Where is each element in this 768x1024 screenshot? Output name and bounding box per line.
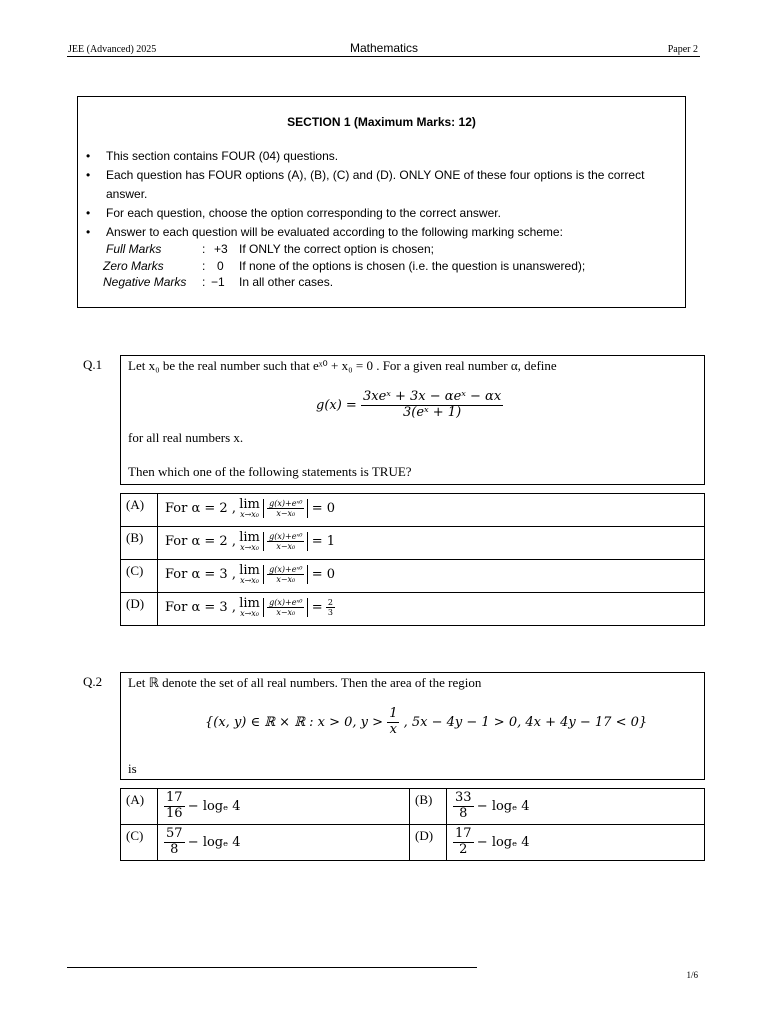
option-row: [121, 825, 705, 861]
option-rest: − logₑ 4: [187, 834, 241, 850]
option-prefix: For α = 2 ,: [165, 501, 236, 516]
option-result: = 0: [311, 567, 336, 582]
question-2-options: [120, 788, 705, 861]
header-subject: Mathematics: [349, 41, 419, 55]
region-right: , 5x − 4y − 1 > 0, 4x + 4y − 17 < 0}: [403, 714, 648, 730]
instruction-item: • For each question, choose the option corresponding to the correct answer.: [86, 204, 680, 223]
question-text: Let ℝ denote the set of all real numbers. Then the area of the region: [128, 675, 482, 690]
domain-text: for all real numbers x.: [128, 430, 244, 445]
limit: [239, 531, 260, 552]
instructions-list: [86, 147, 680, 242]
option-content[interactable]: [158, 560, 705, 593]
option-label[interactable]: (C): [121, 560, 158, 593]
limit-subscript: x→x₀: [240, 543, 260, 552]
option-fraction: [164, 827, 185, 858]
scheme-value: +3: [214, 242, 228, 256]
function-lhs: g(x) =: [316, 397, 357, 413]
limit-subscript: x→x₀: [240, 510, 260, 519]
footer-divider: [67, 967, 477, 968]
limit-denominator: x−x₀: [276, 575, 296, 584]
result-numerator: 2: [327, 597, 333, 607]
limit-numerator: g(x)+eˣ⁰: [269, 564, 303, 574]
limit-denominator: x−x₀: [276, 509, 296, 518]
option-rest: − logₑ 4: [476, 834, 530, 850]
option-content[interactable]: [447, 789, 705, 825]
instruction-item: • This section contains FOUR (04) questions.: [86, 147, 680, 166]
limit-label: lim: [239, 497, 260, 512]
limit-numerator: g(x)+eˣ⁰: [269, 531, 303, 541]
option-row[interactable]: [121, 527, 705, 560]
option-row: [121, 789, 705, 825]
question-suffix: is: [128, 761, 137, 776]
limit-subscript: x→x₀: [240, 609, 260, 618]
scheme-colon: :: [202, 242, 206, 256]
option-label[interactable]: (B): [410, 789, 447, 825]
scheme-colon: :: [202, 275, 206, 289]
scheme-desc: In all other cases.: [239, 275, 334, 289]
scheme-row-full: [106, 242, 676, 258]
option-prefix: For α = 2 ,: [165, 534, 236, 549]
option-prefix: For α = 3 ,: [165, 567, 236, 582]
question-2-stem: [120, 672, 705, 780]
option-label[interactable]: (C): [121, 825, 158, 861]
question-prompt: Then which one of the following statements is TRUE?: [128, 464, 412, 479]
option-row[interactable]: [121, 560, 705, 593]
function-fraction: [361, 390, 503, 421]
option-label[interactable]: (A): [121, 789, 158, 825]
header-paper: Paper 2: [667, 44, 698, 55]
option-result-equals: =: [311, 600, 323, 615]
section-title: SECTION 1 (Maximum Marks: 12): [287, 115, 476, 129]
scheme-label: Full Marks: [106, 242, 162, 256]
header-divider: [67, 56, 700, 57]
option-prefix: For α = 3 ,: [165, 600, 236, 615]
option-content[interactable]: [158, 593, 705, 626]
scheme-desc: If ONLY the correct option is chosen;: [239, 242, 434, 256]
option-label[interactable]: (D): [410, 825, 447, 861]
option-row[interactable]: [121, 593, 705, 626]
question-text: Let x₀ be the real number such that eˣ⁰ + x₀ = 0 . For a given real number α, define: [128, 358, 557, 373]
page-number: 1/6: [686, 970, 698, 980]
function-denominator: 3(eˣ + 1): [402, 404, 462, 420]
header-exam-name: JEE (Advanced) 2025: [68, 44, 157, 55]
limit-numerator: g(x)+eˣ⁰: [269, 597, 303, 607]
option-content[interactable]: [447, 825, 705, 861]
option-denominator: 8: [170, 841, 179, 857]
scheme-row-negative: [103, 275, 673, 291]
option-row[interactable]: [121, 494, 705, 527]
question-1-options: [120, 493, 705, 626]
option-content[interactable]: [158, 825, 410, 861]
function-numerator: 3xeˣ + 3x − αeˣ − αx: [362, 389, 502, 404]
section-instructions-box: [77, 96, 686, 308]
option-result-fraction: [326, 598, 335, 617]
region-fraction: [387, 707, 399, 738]
absolute-value: [263, 499, 308, 518]
scheme-value: −1: [211, 275, 225, 289]
instruction-item: • Each question has FOUR options (A), (B), (C) and (D). ONLY ONE of these four options is the correct answer.: [86, 166, 680, 204]
absolute-value: [263, 532, 308, 551]
option-numerator: 57: [166, 826, 183, 841]
limit-label: lim: [239, 530, 260, 545]
question-number: Q.2: [83, 674, 103, 689]
limit-numerator: g(x)+eˣ⁰: [269, 498, 303, 508]
option-denominator: 8: [459, 805, 468, 821]
scheme-colon: :: [202, 259, 206, 273]
option-rest: − logₑ 4: [187, 798, 241, 814]
option-denominator: 2: [459, 841, 468, 857]
option-label[interactable]: (B): [121, 527, 158, 560]
scheme-label: Zero Marks: [103, 259, 164, 273]
result-denominator: 3: [327, 608, 333, 617]
option-numerator: 17: [455, 826, 472, 841]
option-label[interactable]: (A): [121, 494, 158, 527]
option-content[interactable]: [158, 527, 705, 560]
option-fraction: [453, 827, 474, 858]
option-denominator: 16: [166, 805, 183, 821]
region-left: {(x, y) ∈ ℝ × ℝ : x > 0, y >: [205, 714, 384, 730]
question-1-stem: [120, 355, 705, 485]
option-result: = 1: [311, 534, 336, 549]
absolute-value: [263, 598, 308, 617]
limit: [239, 564, 260, 585]
absolute-value: [263, 565, 308, 584]
limit-label: lim: [239, 563, 260, 578]
option-rest: − logₑ 4: [476, 798, 530, 814]
scheme-desc: If none of the options is chosen (i.e. the question is unanswered);: [239, 259, 586, 273]
option-content[interactable]: [158, 494, 705, 527]
option-fraction: [453, 791, 474, 822]
scheme-row-zero: [103, 259, 673, 275]
option-result: = 0: [311, 501, 336, 516]
option-numerator: 17: [166, 790, 183, 805]
instruction-item: • Answer to each question will be evaluated according to the following marking scheme:: [86, 223, 680, 242]
region-fraction-denominator: x: [389, 721, 397, 737]
limit-denominator: x−x₀: [276, 542, 296, 551]
scheme-label: Negative Marks: [103, 275, 187, 289]
function-definition: [316, 390, 503, 421]
scheme-value: 0: [217, 259, 224, 273]
limit: [239, 597, 260, 618]
region-set: [205, 707, 647, 738]
question-number: Q.1: [83, 357, 103, 372]
limit-subscript: x→x₀: [240, 576, 260, 585]
option-fraction: [164, 791, 185, 822]
option-label[interactable]: (D): [121, 593, 158, 626]
limit: [239, 498, 260, 519]
option-content[interactable]: [158, 789, 410, 825]
region-fraction-numerator: 1: [389, 706, 398, 721]
limit-denominator: x−x₀: [276, 608, 296, 617]
option-numerator: 33: [455, 790, 472, 805]
limit-label: lim: [239, 596, 260, 611]
